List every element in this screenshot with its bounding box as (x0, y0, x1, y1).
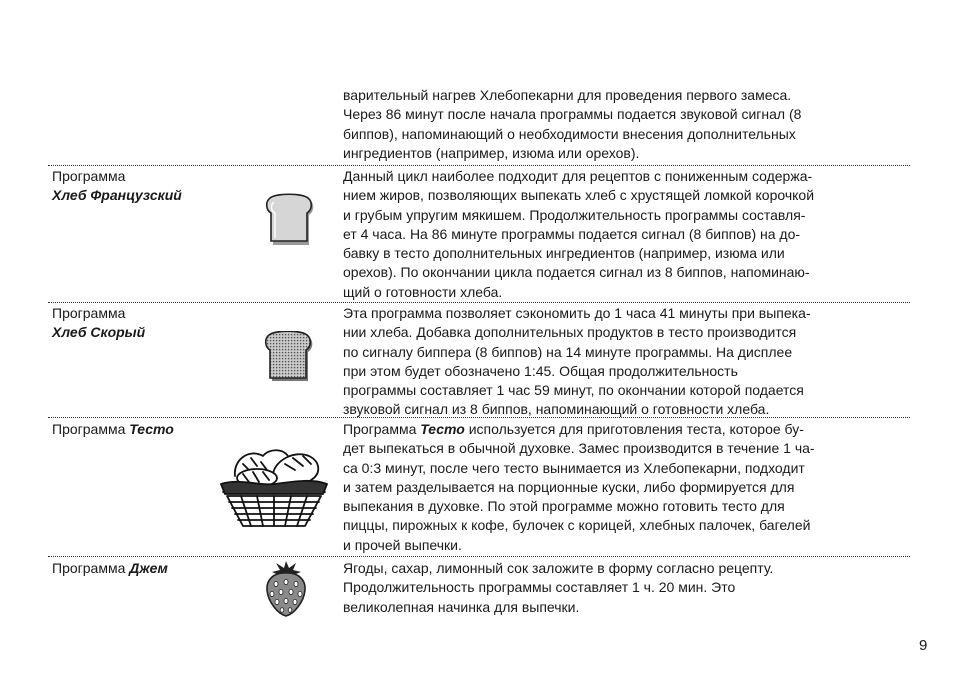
program-label-dough (52, 420, 252, 439)
program-description-french (343, 167, 913, 302)
program-description-dough (343, 420, 913, 555)
row-divider (48, 417, 910, 418)
program-description-jam (343, 559, 913, 617)
program-name: Хлеб Французский (52, 187, 182, 204)
intro-paragraph (343, 86, 913, 163)
row-divider (48, 302, 910, 303)
row-divider (48, 556, 910, 557)
program-label-jam (52, 559, 252, 578)
program-description-quick (343, 304, 913, 420)
text-line: ет 4 часа. На 86 минуте программы подается сигнал (8 биппов) на до- (343, 225, 801, 242)
text-line: при этом будет обозначено 1:45. Общая продолжительность (343, 362, 738, 379)
program-prefix: Программа (52, 168, 126, 184)
text-line: са 0:3 минут, после чего тесто вынимается из Хлебопекарни, подходит (343, 459, 805, 476)
text-line: Через 86 минут после начала программы подается звуковой сигнал (8 (343, 106, 802, 123)
text-line: орехов). По окончании цикла подается сигнал из 8 биппов, напоминаю- (343, 264, 810, 281)
strawberry-icon (262, 560, 310, 618)
bread-slice-icon (265, 193, 317, 249)
text-line: великолепная начинка для выпечки. (343, 598, 580, 615)
text-line: биппов), напоминающий о необходимости внесения дополнительных (343, 125, 796, 142)
text-line: по сигналу биппера (8 биппов) на 14 минуте программы. На дисплее (343, 343, 793, 360)
text-line: и прочей выпечки. (343, 536, 462, 553)
text-line: дет выпекаться в обычной духовке. Замес производится в течение 1 ча- (343, 440, 815, 457)
text-line: ингредиентов (например, изюма или орехов). (343, 144, 640, 161)
bread-basket-icon (219, 440, 329, 532)
program-prefix: Программа (52, 421, 126, 437)
text-line: программы составляет 1 час 59 минут, по окончании которой подается (343, 382, 804, 399)
text-line: щий о готовности хлеба. (343, 283, 503, 300)
text-line: Ягоды, сахар, лимонный сок заложите в форму согласно рецепту. (343, 560, 774, 576)
program-name: Джем (129, 560, 168, 576)
program-name: Хлеб Скорый (52, 324, 146, 341)
program-label-french (52, 167, 252, 206)
text-line: звуковой сигнал из 8 биппов, напоминающий о готовности хлеба. (343, 401, 770, 418)
program-prefix: Программа (52, 560, 126, 576)
text-line: варительный нагрев Хлебопекарни для проведения первого замеса. (343, 87, 792, 103)
text-line: Продолжительность программы составляет 1 ч. 20 мин. Это (343, 579, 736, 596)
first-line-prefix: Программа (343, 421, 417, 437)
text-line: Данный цикл наиболее подходит для рецептов с пониженным содержа- (343, 168, 813, 184)
text-line: выпекания в духовке. По этой программе можно готовить тесто для (343, 498, 785, 515)
text-line: и затем разделывается на порционные куски, либо формируется для (343, 478, 795, 495)
text-line: бавку в тесто дополнительных ингредиентов (например, изюма или (343, 245, 785, 262)
toast-slice-icon (264, 331, 316, 385)
text-line: нием жиров, позволяющих выпекать хлеб с хрустящей ломкой корочкой (343, 187, 815, 204)
first-line-bold: Тесто (420, 421, 465, 437)
program-name: Тесто (129, 421, 174, 437)
program-prefix: Программа (52, 305, 126, 321)
page-number: 9 (919, 637, 928, 654)
text-line (343, 420, 913, 439)
program-label-quick (52, 304, 252, 343)
row-divider (48, 165, 910, 166)
text-line: Эта программа позволяет сэкономить до 1 часа 41 минуты при выпека- (343, 305, 811, 321)
text-line: нии хлеба. Добавка дополнительных продуктов в тесто производится (343, 324, 797, 341)
text-line: и грубым упругим мякишем. Продолжительность программы составля- (343, 206, 806, 223)
first-line-rest: используется для приготовления теста, которое бу- (468, 421, 804, 437)
text-line: пиццы, пирожных к кофе, булочек с корицей, хлебных палочек, багелей (343, 517, 811, 534)
